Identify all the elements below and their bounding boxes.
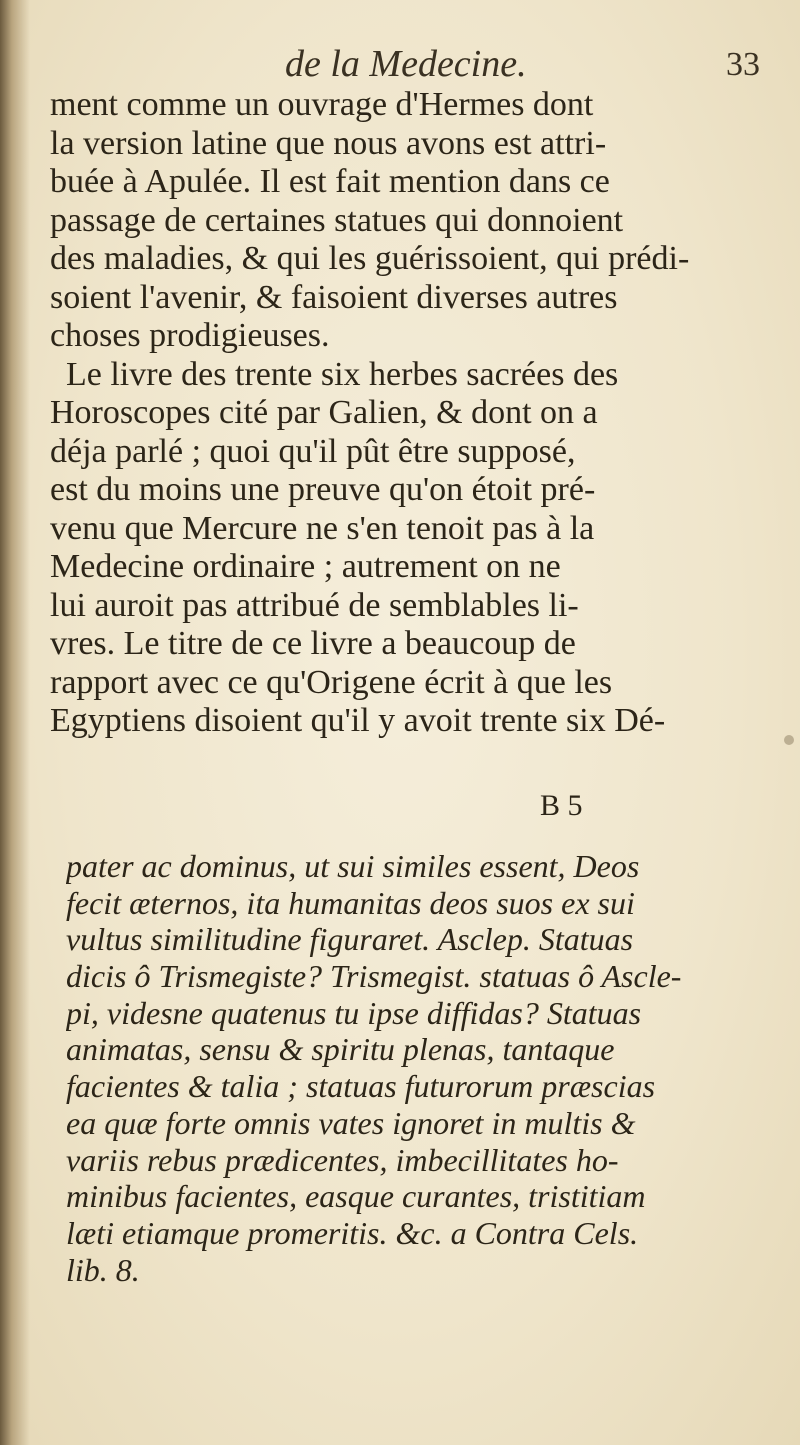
- main-text: [50, 86, 770, 741]
- text-line: Le livre des trente six herbes sacrées des: [66, 355, 619, 393]
- text-line: rapport avec ce qu'Origene écrit à que les: [50, 663, 613, 701]
- text-line: soient l'avenir, & faisoient diverses autres: [50, 278, 618, 316]
- running-title: de la Medecine.: [285, 43, 527, 85]
- latin-footnote: [66, 848, 786, 1288]
- footnote-line: facientes & talia ; statuas futurorum præscias: [66, 1068, 656, 1105]
- text-line: est du moins une preuve qu'on étoit pré-: [50, 471, 596, 508]
- text-line: ment comme un ouvrage d'Hermes dont: [50, 86, 594, 123]
- footnote-line: ea quæ forte omnis vates ignoret in multis &: [66, 1104, 636, 1141]
- text-line: vres. Le titre de ce livre a beaucoup de: [50, 625, 576, 662]
- text-line: Horoscopes cité par Galien, & dont on a: [50, 394, 598, 431]
- text-line: Medecine ordinaire ; autrement on ne: [50, 548, 561, 585]
- footnote-line: fecit æternos, ita humanitas deos suos ex sui: [66, 884, 635, 921]
- text-line: Egyptiens disoient qu'il y avoit trente six Dé-: [50, 702, 666, 739]
- footnote-line: læti etiamque promeritis. &c. a Contra Cels.: [66, 1214, 639, 1251]
- footnote-line: animatas, sensu & spiritu plenas, tantaque: [66, 1031, 615, 1068]
- footnote-line: pater ac dominus, ut sui similes essent, Deos: [66, 848, 640, 884]
- text-line: des maladies, & qui les guérissoient, qui prédi-: [50, 240, 690, 277]
- text-line: la version latine que nous avons est attri-: [50, 124, 607, 162]
- footnote-line: pi, videsne quatenus tu ipse diffidas? Statuas: [66, 994, 642, 1031]
- footnote-line: lib. 8.: [66, 1251, 140, 1288]
- footnote-line: variis rebus prædicentes, imbecillitates ho-: [66, 1141, 619, 1178]
- footnote-line: minibus facientes, easque curantes, tristitiam: [66, 1178, 646, 1215]
- text-line: lui auroit pas attribué de semblables li-: [50, 586, 579, 624]
- footnote-line: vultus similitudine figuraret. Asclep. Statuas: [66, 921, 634, 958]
- page-number: 33: [726, 46, 760, 83]
- signature-mark: B 5: [540, 789, 583, 822]
- text-line: venu que Mercure ne s'en tenoit pas à la: [50, 509, 595, 547]
- footnote-line: dicis ô Trismegiste? Trismegist. statuas ô Ascle-: [66, 958, 682, 995]
- text-line: déja parlé ; quoi qu'il pût être supposé,: [50, 432, 576, 470]
- text-line: buée à Apulée. Il est fait mention dans ce: [50, 163, 610, 200]
- text-line: passage de certaines statues qui donnoient: [50, 201, 624, 239]
- page-gutter: [0, 0, 30, 1445]
- page-header: [0, 42, 800, 92]
- ink-smudge: [784, 735, 794, 745]
- text-line: choses prodigieuses.: [50, 317, 330, 354]
